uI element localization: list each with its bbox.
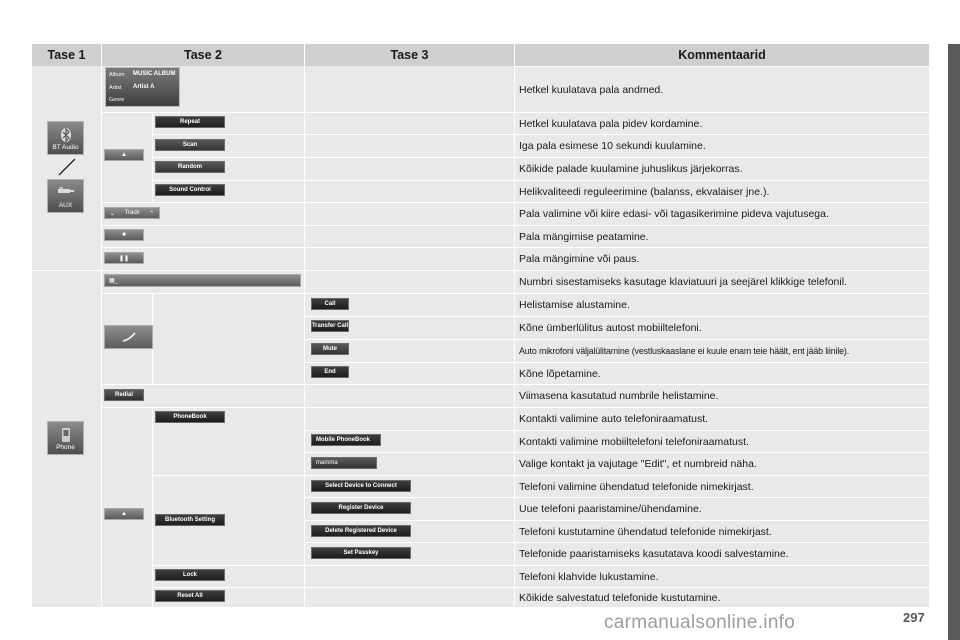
chevron-down-icon: ⌄ — [109, 210, 115, 217]
column-divider — [152, 407, 153, 607]
pause-button[interactable] — [104, 252, 144, 264]
comment-cell: Viimasena kasutatud numbrile helistamine. — [515, 384, 929, 407]
phone-label: Phone — [56, 444, 75, 451]
sound-control-button[interactable]: Sound Control — [155, 184, 225, 196]
comment-cell: Telefoni valimine ühendatud telefonide nimekirjast. — [515, 475, 929, 497]
phonebook-button[interactable]: PhoneBook — [155, 411, 225, 423]
track-label: Track — [124, 210, 140, 216]
random-button[interactable]: Random — [155, 161, 225, 173]
delete-device-button[interactable]: Delete Registered Device — [311, 525, 411, 537]
aux-icon[interactable] — [47, 179, 84, 213]
dial-input[interactable] — [104, 274, 301, 287]
call-handset-button[interactable] — [104, 325, 153, 349]
comment-cell: Pala mängimine või paus. — [515, 247, 929, 270]
page-edge-tab — [948, 44, 960, 640]
mobile-phonebook-button[interactable]: Mobile PhoneBook — [311, 434, 381, 446]
album-key: Album — [109, 72, 125, 78]
page-number: 297 — [903, 610, 925, 625]
track-button[interactable] — [104, 207, 160, 219]
up-arrow-icon: ▲ — [121, 152, 127, 158]
contact-mamma-item[interactable]: mamma — [311, 457, 377, 469]
phone-icon[interactable] — [47, 421, 84, 455]
reset-all-button[interactable]: Reset All — [155, 590, 225, 602]
artist-key: Artist — [109, 85, 122, 91]
select-device-button[interactable]: Select Device to Connect — [311, 480, 411, 492]
comment-cell: Hetkel kuulatava pala andmed. — [515, 66, 929, 112]
stop-icon: ■ — [122, 232, 126, 238]
chevron-up-icon: ⌃ — [149, 210, 155, 217]
comment-cell: Uue telefoni paaristamine/ühendamine. — [515, 497, 929, 520]
watermark: carmanualsonline.info — [604, 612, 796, 633]
album-info-display — [105, 67, 180, 107]
comment-cell: Valige kontakt ja vajutage "Edit", et numbreid näha. — [515, 452, 929, 475]
comment-cell: Kõne lõpetamine. — [515, 362, 929, 384]
call-button[interactable]: Call — [311, 298, 349, 310]
lock-button[interactable]: Lock — [155, 569, 225, 581]
transfer-call-button[interactable]: Transfer Call — [311, 320, 349, 332]
column-divider — [101, 66, 102, 607]
pause-icon: ❚❚ — [118, 255, 130, 262]
comment-cell: Kontakti valimine auto telefoniraamatust. — [515, 407, 929, 430]
section-divider — [32, 270, 515, 271]
repeat-button[interactable]: Repeat — [155, 116, 225, 128]
column-divider — [304, 66, 305, 607]
comment-cell: Telefoni kustutamine ühendatud telefonide nimekirjast. — [515, 520, 929, 542]
up-arrow-icon: ▲ — [121, 511, 127, 517]
comment-cell: Hetkel kuulatava pala pidev kordamine. — [515, 112, 929, 134]
comment-cell: Pala mängimise peatamine. — [515, 225, 929, 247]
register-device-button[interactable]: Register Device — [311, 502, 411, 514]
comment-cell: Telefoni klahvide lukustamine. — [515, 565, 929, 587]
header-level1: Tase 1 — [32, 44, 102, 66]
set-passkey-button[interactable]: Set Passkey — [311, 547, 411, 559]
keypad-icon: ▦_ — [109, 278, 119, 284]
up-arrow-button[interactable] — [104, 149, 144, 161]
comment-cell: Kontakti valimine mobiiltelefoni telefoniraamatust. — [515, 430, 929, 452]
header-level2: Tase 2 — [102, 44, 305, 66]
comment-cell: Auto mikrofoni väljalülitamine (vestluskaaslane ei kuule enam teie häält, ent jääb liinile). — [515, 339, 929, 362]
album-value: MUSIC ALBUM — [133, 71, 176, 77]
comment-cell: Telefonide paaristamiseks kasutatava koodi salvestamine. — [515, 542, 929, 565]
artist-value: Artist A — [133, 84, 155, 90]
bt-audio-icon[interactable] — [47, 121, 84, 155]
comment-cell: Kõne ümberlülitus autost mobiiltelefoni. — [515, 316, 929, 339]
header-level3: Tase 3 — [305, 44, 515, 66]
header-comments: Kommentaarid — [515, 44, 929, 66]
bluetooth-setting-button[interactable]: Bluetooth Setting — [155, 514, 225, 526]
stop-button[interactable] — [104, 229, 144, 241]
comment-cell: Helikvaliteedi reguleerimine (balanss, ekvalaiser jne.). — [515, 180, 929, 202]
comment-cell: Numbri sisestamiseks kasutage klaviatuuri ja seejärel klikkige telefonil. — [515, 270, 929, 293]
handset-icon — [121, 331, 137, 343]
bt-audio-label: BT Audio — [52, 144, 79, 151]
comment-cell: Iga pala esimese 10 sekundi kuulamine. — [515, 134, 929, 157]
comment-cell: Kõikide palade kuulamine juhuslikus järjekorras. — [515, 157, 929, 180]
settings-up-arrow-button[interactable] — [104, 508, 144, 520]
scan-button[interactable]: Scan — [155, 139, 225, 151]
mute-button[interactable]: Mute — [311, 343, 349, 355]
comment-cell: Helistamise alustamine. — [515, 293, 929, 316]
end-button[interactable]: End — [311, 366, 349, 378]
genre-key: Genre — [109, 97, 125, 103]
comment-cell: Kõikide salvestatud telefonide kustutamine. — [515, 587, 929, 607]
comment-cell: Pala valimine või kiire edasi- või tagasikerimine pideva vajutusega. — [515, 202, 929, 225]
redial-button[interactable]: Redial — [104, 389, 144, 401]
slash-separator — [58, 158, 76, 176]
aux-label: AUX — [58, 202, 73, 209]
